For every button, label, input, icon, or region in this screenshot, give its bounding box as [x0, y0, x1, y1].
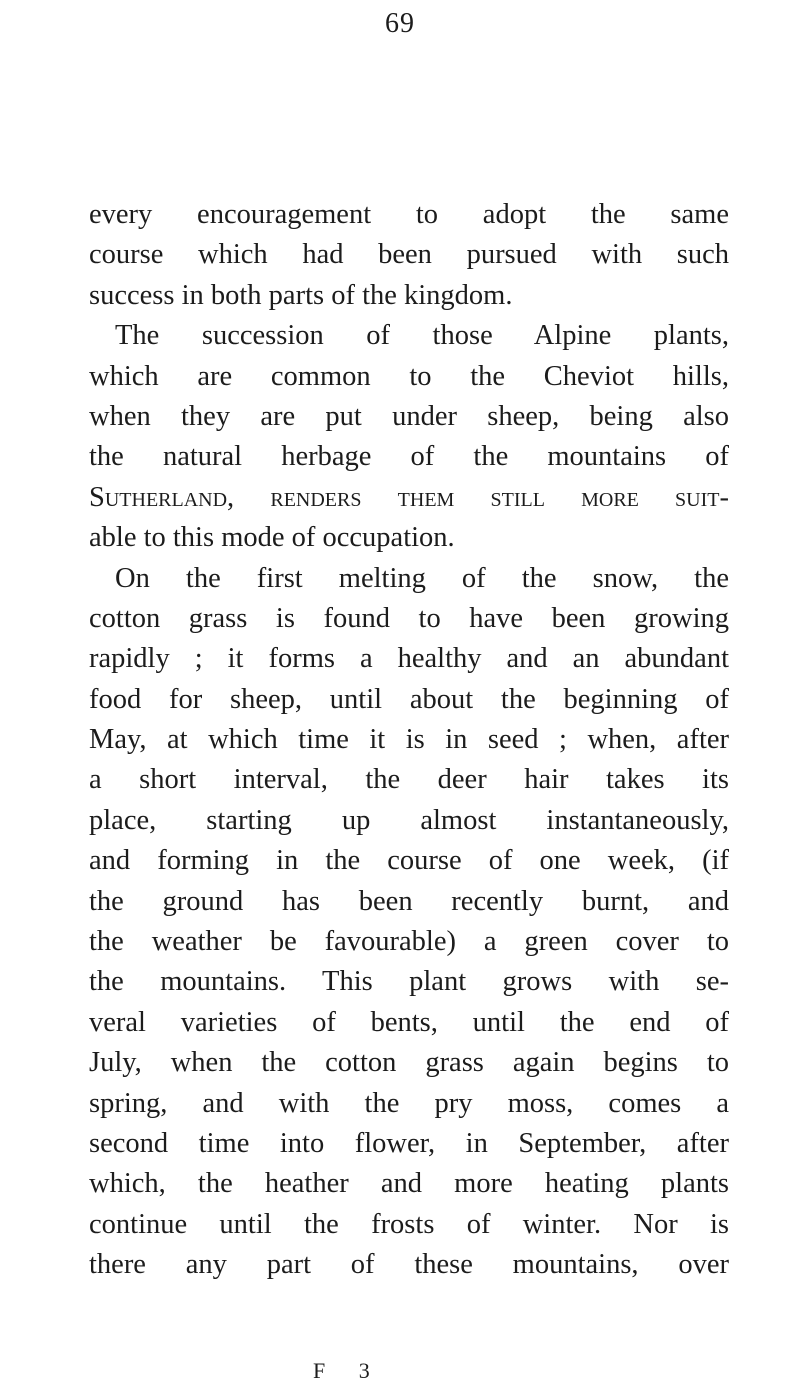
- text-line: veral varieties of bents, until the end of: [89, 1006, 729, 1038]
- text-line: the weather be favourable) a green cover to: [89, 926, 729, 958]
- text-line: and forming in the course of one week, (if: [89, 845, 729, 877]
- text-line: success in both parts of the kingdom.: [89, 279, 513, 311]
- text-line: July, when the cotton grass again begins to: [89, 1047, 729, 1079]
- text-line: which are common to the Cheviot hills,: [89, 360, 729, 392]
- text-line: second time into flower, in September, after: [89, 1127, 729, 1159]
- text-line: course which had been pursued with such: [89, 239, 729, 271]
- text-line: May, at which time it is in seed ; when, after: [89, 724, 729, 756]
- text-line: rapidly ; it forms a healthy and an abundant: [89, 643, 729, 675]
- signature-mark: F 3: [313, 1358, 384, 1383]
- text-line: the natural herbage of the mountains of: [89, 441, 729, 473]
- text-line: every encouragement to adopt the same: [89, 199, 729, 230]
- text-line: the mountains. This plant grows with se-: [89, 966, 729, 998]
- text-line: cotton grass is found to have been growing: [89, 602, 729, 634]
- text-line: On the first melting of the snow, the: [115, 562, 729, 594]
- text-line: The succession of those Alpine plants,: [115, 320, 729, 352]
- text-line: a short interval, the deer hair takes its: [89, 764, 729, 796]
- text-line: Sutherland, renders them still more suit-: [89, 481, 729, 513]
- text-line: place, starting up almost instantaneously,: [89, 804, 729, 836]
- page-number: 69: [385, 8, 415, 39]
- text-line: the ground has been recently burnt, and: [89, 885, 729, 917]
- text-line: which, the heather and more heating plants: [89, 1168, 729, 1200]
- text-line: able to this mode of occupation.: [89, 522, 455, 554]
- text-line: when they are put under sheep, being also: [89, 400, 729, 432]
- text-line: there any part of these mountains, over: [89, 1249, 729, 1281]
- text-line: food for sheep, until about the beginning of: [89, 683, 729, 715]
- body-text: [89, 195, 729, 1286]
- text-line: continue until the frosts of winter. Nor is: [89, 1208, 729, 1240]
- text-line: spring, and with the pry moss, comes a: [89, 1087, 729, 1119]
